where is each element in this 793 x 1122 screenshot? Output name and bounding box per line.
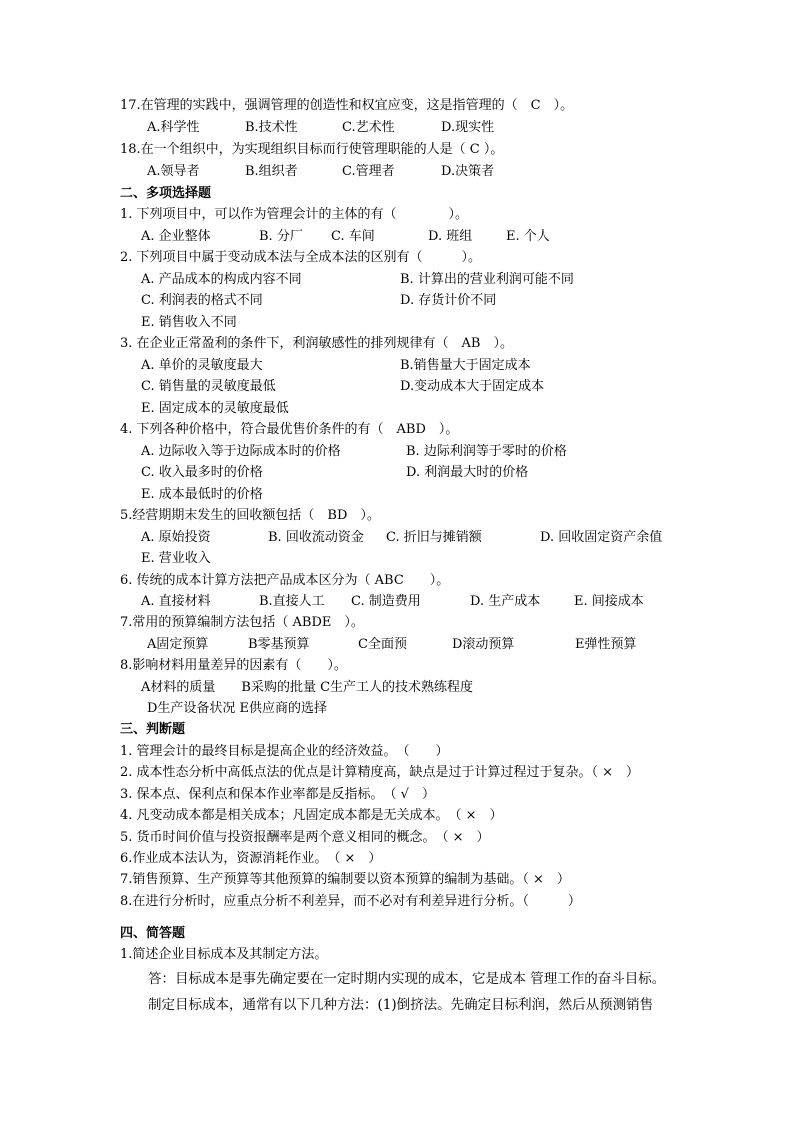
option-b: B. 计算出的营业利润可能不同 <box>400 272 574 287</box>
mc-2-stem: 2. 下列项目中属于变动成本法与全成本法的区别有（ ）。 <box>120 250 482 265</box>
option-e: E. 个人 <box>506 229 550 244</box>
short-answer-1-line-2: 制定目标成本，通常有以下几种方法：(1)倒挤法。先确定目标利润，然后从预测销售 <box>148 997 654 1013</box>
option-d: D.变动成本大于固定成本 <box>400 379 545 394</box>
option-c: C. 车间 <box>331 229 375 244</box>
option-a: A.科学性 <box>147 120 200 135</box>
option-e: E. 固定成本的灵敏度最低 <box>141 401 289 416</box>
mc-5-stem: 5.经营期期末发生的回收额包括（ BD ）。 <box>120 508 380 523</box>
section-3-heading: 三、判断题 <box>120 722 186 737</box>
option-b: B.销售量大于固定成本 <box>400 358 531 373</box>
option-a: A. 企业整体 <box>141 229 211 244</box>
tf-item: 4. 凡变动成本都是相关成本；凡固定成本都是无关成本。 （ × ） <box>120 808 503 823</box>
option-e: E弹性预算 <box>575 637 637 652</box>
option-a: A. 边际收入等于边际成本时的价格 <box>141 444 341 459</box>
mc-6-stem: 6. 传统的成本计算方法把产品成本区分为（ ABC ）。 <box>120 573 450 588</box>
option-a: A. 单价的灵敏度最大 <box>141 358 263 373</box>
section-4-heading: 四、简答题 <box>120 926 186 941</box>
mc-3-stem: 3. 在企业正常盈利的条件下，利润敏感性的排列规律有（ AB ）。 <box>120 336 513 351</box>
option-d: D滚动预算 <box>452 637 515 652</box>
option-c: C全面预 <box>358 637 407 652</box>
tf-item: 5. 货币时间价值与投资报酬率是两个意义相同的概念。 （ × ） <box>120 830 490 845</box>
option-a: A固定预算 <box>147 637 209 652</box>
section-2-heading: 二、多项选择题 <box>120 186 212 201</box>
tf-item: 1. 管理会计的最终目标是提高企业的经济效益。 （ ） <box>120 744 449 759</box>
tf-item: 2. 成本性态分析中高低点法的优点是计算精度高，缺点是过于计算过程过于复杂。（ × ） <box>120 765 640 780</box>
mc-8-stem: 8.影响材料用量差异的因素有（ ）。 <box>120 658 347 673</box>
mc-1-stem: 1. 下列项目中，可以作为管理会计的主体的有（ ）。 <box>120 207 469 222</box>
tf-item: 3. 保本点、保利点和保本作业率都是反指标。 （ √ ） <box>120 787 435 802</box>
mc-4-stem: 4. 下列各种价格中，符合最优售价条件的有（ ABD ）。 <box>120 422 459 437</box>
option-d: D. 存货计价不同 <box>400 293 497 308</box>
option-d: D. 利润最大时的价格 <box>406 465 529 480</box>
option-b: B零基预算 <box>248 637 310 652</box>
mc-8-options-line-1: A材料的质量 B采购的批量 C生产工人的技术熟练程度 <box>141 680 474 695</box>
option-c: C.管理者 <box>342 164 395 179</box>
option-c: C. 折旧与摊销额 <box>386 530 482 545</box>
option-d: D. 班组 <box>428 229 473 244</box>
tf-item: 8.在进行分析时，应重点分析不利差异，而不必对有利差异进行分析。（ ） <box>120 894 581 909</box>
option-e: E. 销售收入不同 <box>141 315 237 330</box>
option-e: E. 成本最低时的价格 <box>141 487 263 502</box>
option-c: C. 制造费用 <box>351 594 421 609</box>
option-a: A. 产品成本的构成内容不同 <box>141 272 302 287</box>
option-b: B.技术性 <box>245 120 298 135</box>
tf-item: 7.销售预算、生产预算等其他预算的编制要以资本预算的编制为基础。（ × ） <box>120 872 570 887</box>
option-b: B. 回收流动资金 <box>268 530 364 545</box>
option-b: B.组织者 <box>245 164 298 179</box>
option-c: C. 销售量的灵敏度最低 <box>141 379 276 394</box>
short-answer-1-question: 1.简述企业目标成本及其制定方法。 <box>120 947 328 962</box>
option-d: D. 回收固定资产余值 <box>540 530 663 545</box>
option-c: C.艺术性 <box>342 120 395 135</box>
option-d: D.决策者 <box>441 164 495 179</box>
option-c: C. 利润表的格式不同 <box>141 293 263 308</box>
option-a: A. 直接材料 <box>141 594 211 609</box>
option-e: E. 间接成本 <box>574 594 644 609</box>
option-e: E. 营业收入 <box>141 551 211 566</box>
option-b: B. 边际利润等于零时的价格 <box>406 444 567 459</box>
option-d: D. 生产成本 <box>470 594 541 609</box>
question-18-stem: 18.在一个组织中，为实现组织目标而行使管理职能的人是（ C ）。 <box>120 142 504 157</box>
tf-item: 6.作业成本法认为，资源消耗作业。 （ × ） <box>120 851 382 866</box>
option-a: A.领导者 <box>147 164 200 179</box>
option-b: B.直接人工 <box>259 594 325 609</box>
question-17-stem: 17.在管理的实践中，强调管理的创造性和权宜应变，这是指管理的（ C ）。 <box>120 98 574 113</box>
mc-8-options-line-2: D生产设备状况 E供应商的选择 <box>147 701 328 716</box>
short-answer-1-line-1: 答：目标成本是事先确定要在一定时期内实现的成本，它是成本 管理工作的奋斗目标。 <box>148 971 666 987</box>
mc-7-stem: 7.常用的预算编制方法包括（ ABDE ）。 <box>120 615 364 630</box>
option-d: D.现实性 <box>441 120 495 135</box>
option-c: C. 收入最多时的价格 <box>141 465 263 480</box>
option-a: A. 原始投资 <box>141 530 211 545</box>
option-b: B. 分厂 <box>259 229 303 244</box>
